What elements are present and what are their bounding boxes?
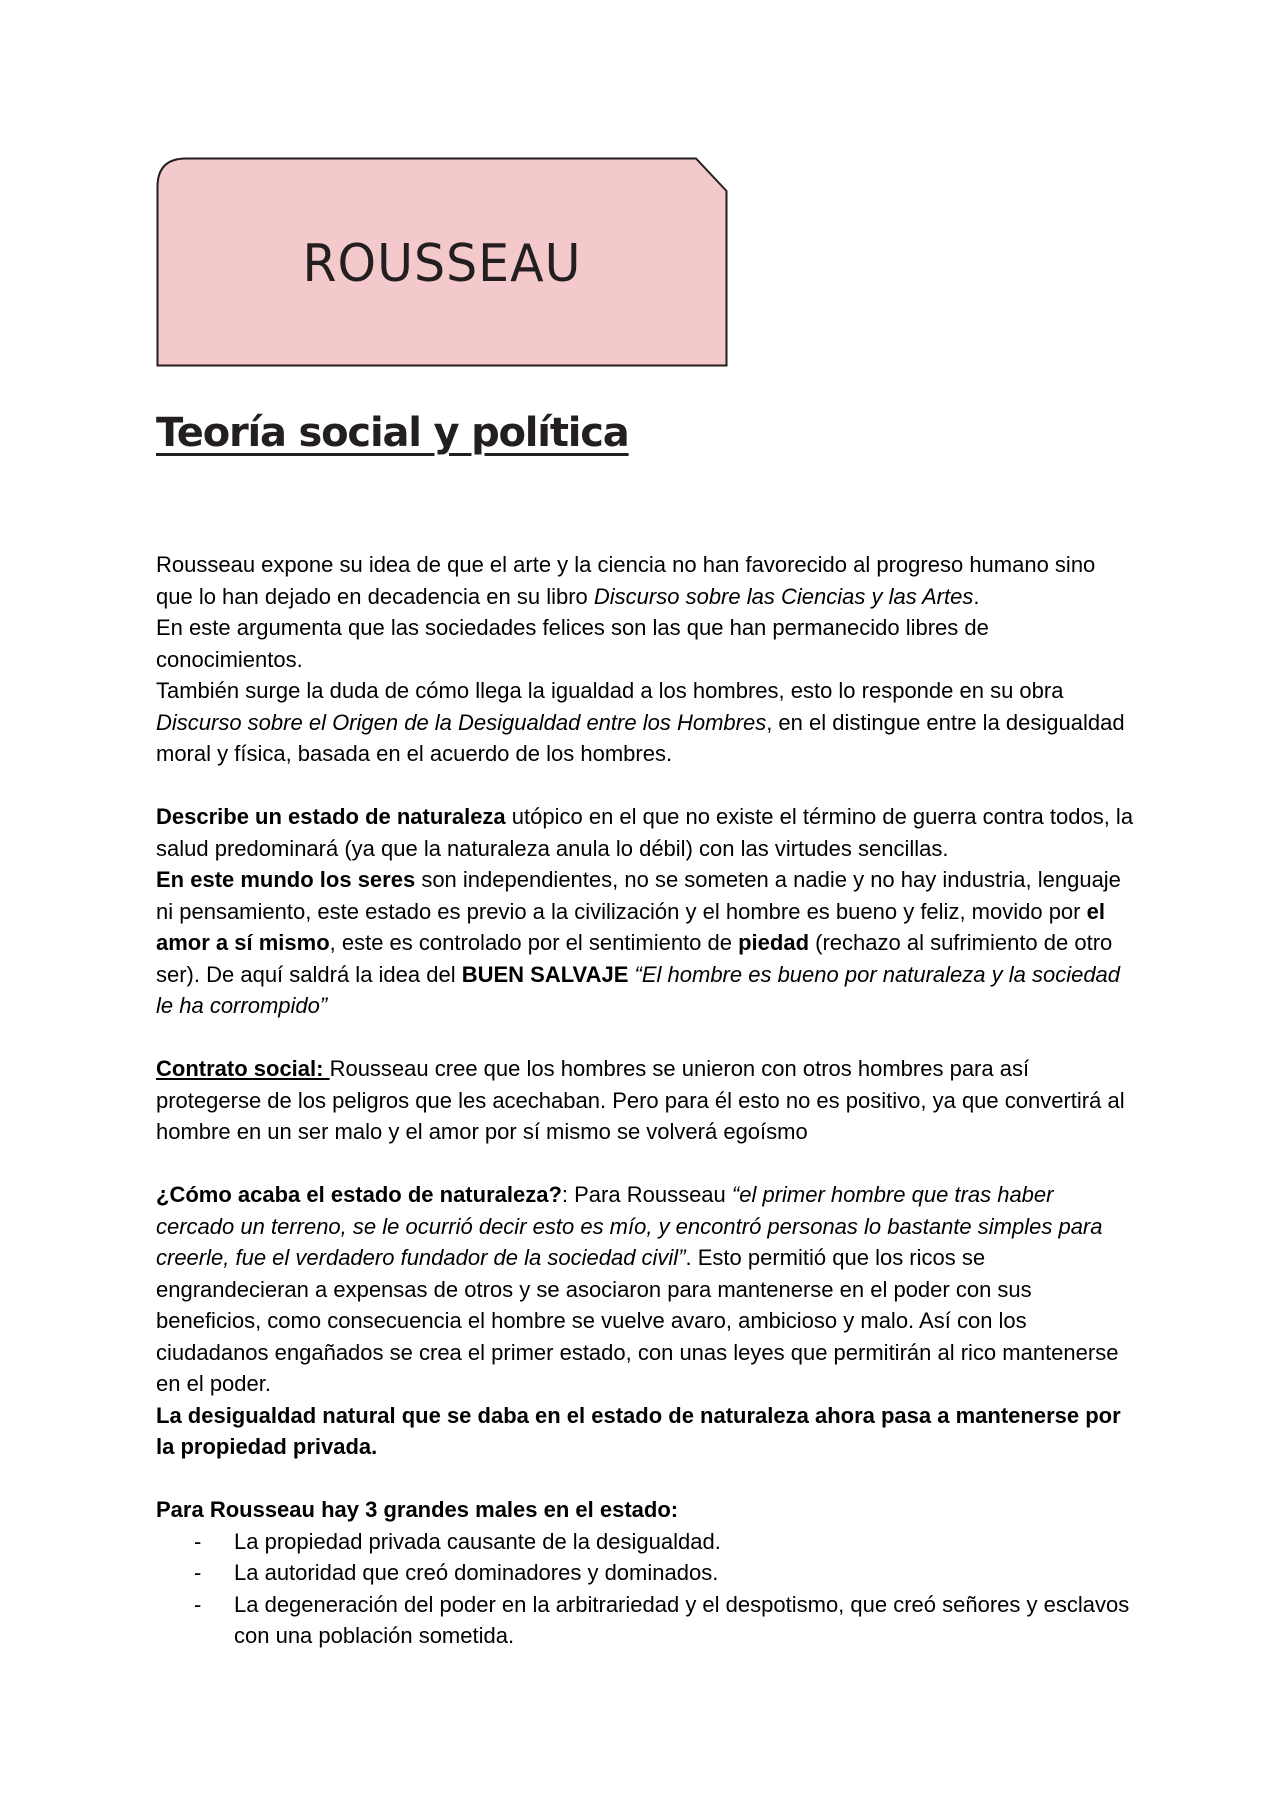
page-heading: Teoría social y política: [156, 410, 629, 456]
book-title: Discurso sobre las Ciencias y las Artes: [593, 583, 974, 609]
contrato-paragraph: Contrato social: Rousseau cree que los hombres se unieron con otros hombres para así protegerse de los peligros que les acechaban. Pero para él esto no es positivo, ya que convertirá al hombre en un ser malo y el amor por sí mismo se volverá egoísmo: [156, 1056, 1125, 1144]
bullet-dash: -: [194, 1591, 202, 1617]
quote: “El hombre es bueno por naturaleza y la sociedad le ha corrompido”: [156, 961, 1121, 1018]
list-item: - La degeneración del poder en la arbitrariedad y el despotismo, que creó señores y esclavos con una población sometida.: [156, 1589, 1136, 1652]
males-heading: Para Rousseau hay 3 grandes males en el estado:: [156, 1497, 679, 1522]
fin-paragraph: ¿Cómo acaba el estado de naturaleza?: Para Rousseau “el primer hombre que tras haber cercado un terreno, se le ocurrió decir esto es mío, y encontró personas lo bastante simples para creerle, fue el verdadero fundador de la sociedad civil”. Esto permitió que los ricos se engrandecieran a expensas de otros y se asociaron para mantenerse en el poder con sus beneficios, como consecuencia el hombre se vuelve avaro, ambicioso y malo. Así con los ciudadanos engañados se crea el primer estado, con unas leyes que permitirán al rico mantenerse en el poder.: [156, 1182, 1119, 1396]
book-title: Discurso sobre el Origen de la Desigualdad entre los Hombres: [156, 709, 767, 735]
banner-title: ROUSSEAU: [302, 233, 582, 294]
document-body: [156, 549, 1136, 1652]
bullet-dash: -: [194, 1560, 202, 1585]
intro-paragraph: Rousseau expone su idea de que el arte y la ciencia no han favorecido al progreso humano sino que lo han dejado en decadencia en su libro Discurso sobre las Ciencias y las Artes.: [156, 552, 1096, 609]
naturaleza-paragraph: Describe un estado de naturaleza utópico en el que no existe el término de guerra contra todos, la salud predominará (ya que la naturaleza anula lo débil) con las virtudes sencillas. En este mundo los seres son independientes, no se someten a nadie y no hay industria, lenguaje ni pensamiento, este estado es previo a la civilización y el hombre es bueno y feliz, movido por el amor a sí mismo, este es controlado por el sentimiento de piedad (rechazo al sufrimiento de otro ser). De aquí saldrá la idea del BUEN SALVAJE “El hombre es bueno por naturaleza y la sociedad le ha corrompido”: [156, 804, 1134, 1018]
list-item: - La propiedad privada causante de la desigualdad.: [156, 1526, 1136, 1558]
contrato-label: Contrato social:: [156, 1056, 330, 1081]
conclusion-paragraph: La desigualdad natural que se daba en el estado de naturaleza ahora pasa a mantenerse por la propiedad privada.: [156, 1402, 1121, 1459]
quote: “el primer hombre que tras haber cercado un terreno, se le ocurrió decir esto es mío, y encontró personas lo bastante simples para creerle, fue el verdadero fundador de la sociedad civil”: [156, 1182, 1103, 1270]
males-list: [156, 1526, 1136, 1652]
intro-paragraph-2: En este argumenta que las sociedades felices son las que han permanecido libres de conocimientos.: [156, 615, 989, 672]
intro-paragraph-3: También surge la duda de cómo llega la igualdad a los hombres, esto lo responde en su obra Discurso sobre el Origen de la Desigualdad entre los Hombres, en el distingue entre la desigualdad moral y física, basada en el acuerdo de los hombres.: [156, 678, 1125, 766]
title-banner: [156, 157, 728, 367]
bullet-dash: -: [194, 1528, 202, 1554]
list-item: - La autoridad que creó dominadores y dominados.: [156, 1557, 1136, 1589]
